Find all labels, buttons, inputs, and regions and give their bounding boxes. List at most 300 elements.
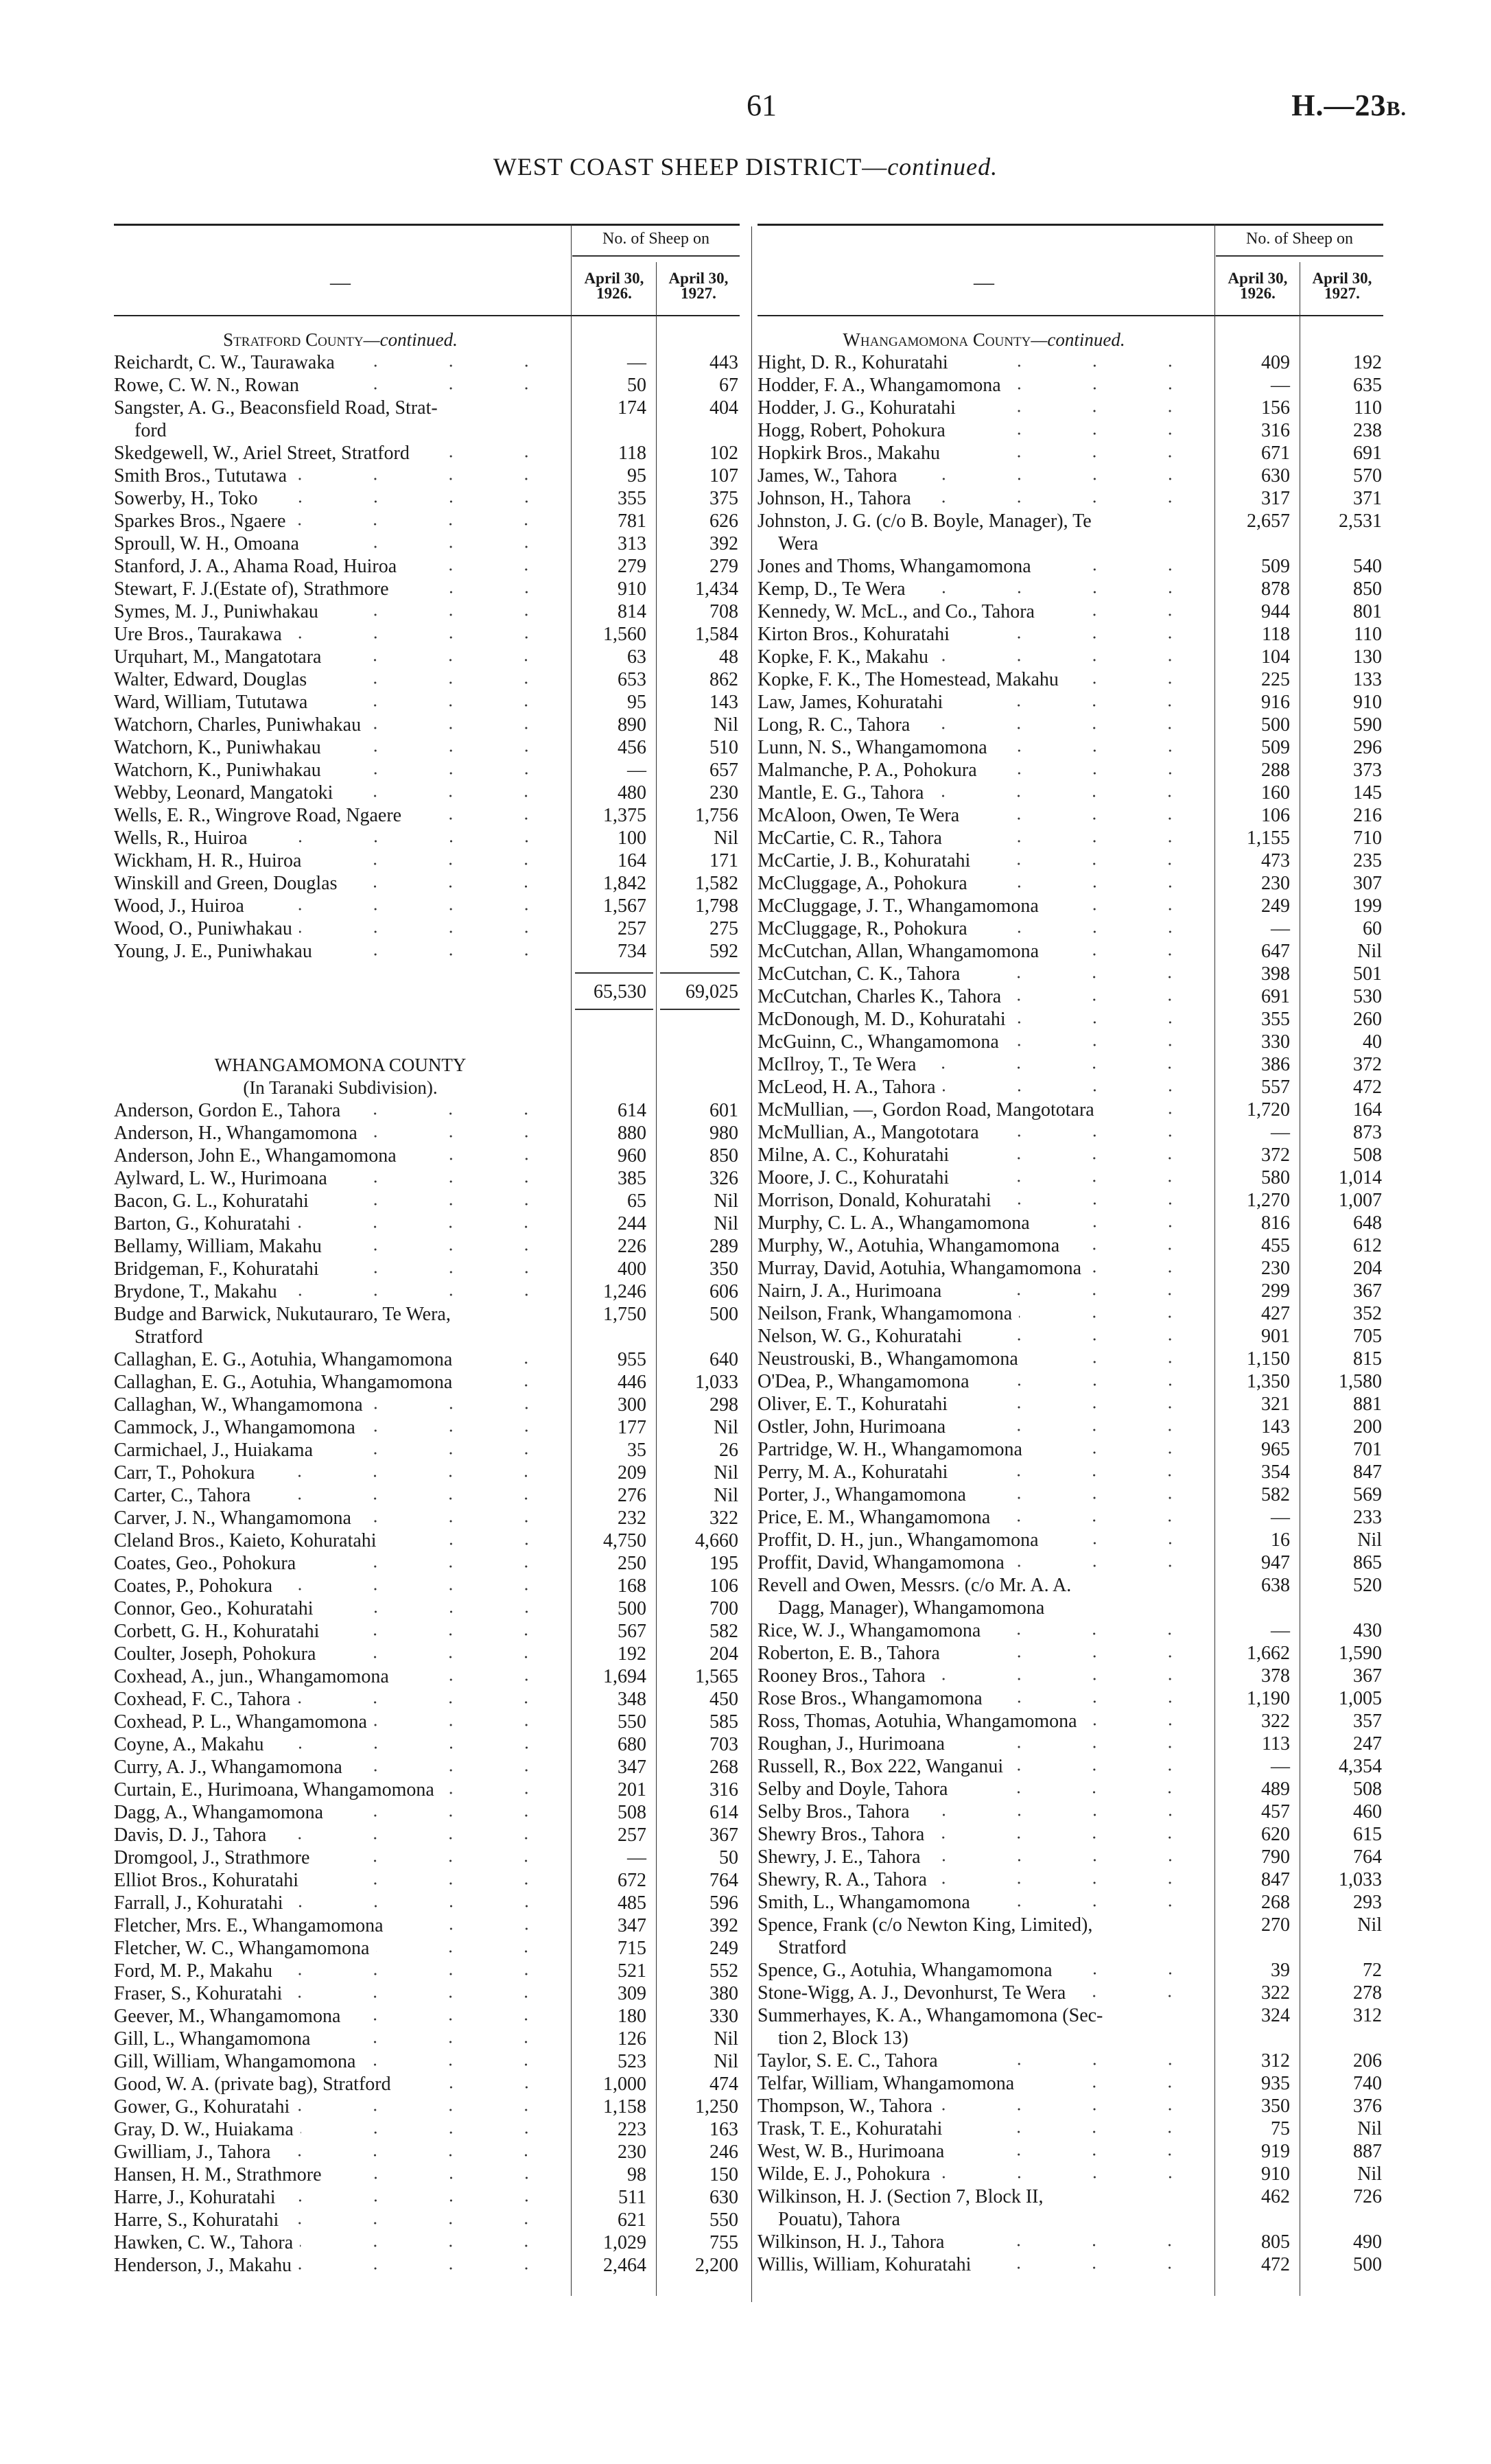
table-row xyxy=(758,895,1383,917)
owner-name-text: Wilkinson, H. J., Tahora xyxy=(758,2231,945,2253)
sheep-1927: Nil xyxy=(714,828,738,849)
owner-name xyxy=(114,1484,567,1507)
table-row xyxy=(114,1824,740,1846)
sheep-1927: 289 xyxy=(709,1236,738,1257)
sheep-1926: 1,662 xyxy=(1247,1643,1290,1664)
owner-name-text: Hawken, C. W., Tahora xyxy=(114,2232,294,2253)
owner-name-text: Neustrouski, B., Whangamomona xyxy=(758,1348,1018,1370)
owner-name-text: McCutchan, Charles K., Tahora xyxy=(758,986,1002,1007)
leader-dots xyxy=(251,905,564,912)
sheep-1927: 326 xyxy=(709,1168,738,1189)
title-main: WEST COAST SHEEP DISTRICT— xyxy=(493,153,888,180)
sheep-1926: 160 xyxy=(1261,782,1290,803)
sheep-1927: 233 xyxy=(1353,1507,1382,1528)
sheep-1927: 235 xyxy=(1353,850,1382,871)
sheep-1927: 430 xyxy=(1353,1620,1382,1641)
leader-dots xyxy=(955,362,1208,368)
table-row xyxy=(758,1076,1383,1099)
owner-name xyxy=(758,1053,1210,1076)
sheep-1926: 321 xyxy=(1261,1394,1290,1415)
owner-name-text: Spence, G., Aotuhia, Whangamomona xyxy=(758,1960,1053,1981)
owner-name-text: Kirton Bros., Kohuratahi xyxy=(758,624,950,645)
leader-dots xyxy=(305,1879,564,1886)
owner-name xyxy=(114,849,567,872)
sheep-1926: — xyxy=(1271,1507,1290,1528)
sheep-1927: 601 xyxy=(709,1100,738,1121)
leader-dots xyxy=(954,1788,1208,1795)
leader-dots xyxy=(976,1381,1208,1387)
owner-name-text: Henderson, J., Makahu xyxy=(114,2255,292,2276)
owner-name xyxy=(114,2118,567,2141)
table-row xyxy=(758,1099,1383,1121)
owner-name-text: Wilde, E. J., Pohokura xyxy=(758,2163,930,2185)
leader-dots xyxy=(1066,679,1208,685)
sheep-1927: 508 xyxy=(1353,1145,1382,1166)
leader-dots xyxy=(949,837,1208,844)
table-row xyxy=(758,827,1383,849)
table-row xyxy=(758,1008,1383,1031)
sheep-1927: 708 xyxy=(709,601,738,622)
table-row xyxy=(114,691,740,714)
owner-name-text: Smith Bros., Tututawa xyxy=(114,465,287,486)
table-row xyxy=(758,691,1383,714)
sheep-1926: 1,560 xyxy=(603,624,646,645)
owner-name xyxy=(758,2095,1210,2117)
owner-name-text: Hodder, F. A., Whangamomona xyxy=(758,375,1001,396)
leader-dots xyxy=(273,1834,564,1841)
sheep-1927: 764 xyxy=(1353,1846,1382,1868)
owner-name xyxy=(114,578,567,600)
table-row xyxy=(758,555,1383,578)
table-row xyxy=(758,1574,1383,1619)
sheep-1926: 75 xyxy=(1271,2118,1290,2139)
owner-name-text: Murphy, W., Aotuhia, Whangamomona xyxy=(758,1235,1060,1256)
table-row xyxy=(114,1529,740,1552)
owner-name xyxy=(758,1076,1210,1099)
sheep-1927: 585 xyxy=(709,1711,738,1733)
owner-name xyxy=(114,465,567,487)
sheep-1926: 257 xyxy=(618,1824,646,1846)
table-row xyxy=(758,1823,1383,1846)
table-row xyxy=(114,1688,740,1711)
sheep-1926: 180 xyxy=(618,2006,646,2027)
owner-name xyxy=(114,1733,567,1756)
owner-name xyxy=(758,1438,1210,1461)
owner-name-text: Coulter, Joseph, Pohokura xyxy=(114,1643,316,1665)
leader-dots xyxy=(974,882,1208,889)
table-row xyxy=(114,1846,740,1869)
table-row xyxy=(758,759,1383,782)
sheep-1926: 225 xyxy=(1261,669,1290,690)
sheep-1926: 354 xyxy=(1261,1462,1290,1483)
left-table xyxy=(114,224,740,2277)
owner-name xyxy=(758,1551,1210,1574)
owner-name xyxy=(114,1145,567,1167)
leader-dots xyxy=(459,1359,564,1365)
sheep-1927: 4,660 xyxy=(695,1530,738,1551)
sheep-1927: 293 xyxy=(1353,1892,1382,1913)
owner-name-text: Anderson, H., Whangamomona xyxy=(114,1123,357,1144)
table-row xyxy=(114,1756,740,1779)
sheep-1927: 204 xyxy=(1353,1258,1382,1279)
sheep-1927: 1,250 xyxy=(695,2096,738,2117)
owner-name xyxy=(114,2028,567,2050)
owner-name xyxy=(758,1982,1210,2004)
sheep-1927: 450 xyxy=(709,1689,738,1710)
leader-dots xyxy=(935,656,1208,663)
table-row xyxy=(758,1846,1383,1868)
owner-name-text: Dagg, A., Whangamomona xyxy=(114,1802,324,1823)
owner-name-text: Winskill and Green, Douglas xyxy=(114,873,338,894)
owner-name xyxy=(758,1755,1210,1778)
sheep-1926: 500 xyxy=(618,1598,646,1619)
sheep-1927: 330 xyxy=(709,2006,738,2027)
owner-name-text: Malmanche, P. A., Pohokura xyxy=(758,760,977,781)
owner-name xyxy=(758,555,1210,578)
leader-dots xyxy=(300,2242,564,2249)
sheep-1927: 1,580 xyxy=(1339,1371,1382,1392)
table-row xyxy=(758,1212,1383,1234)
table-row xyxy=(758,351,1383,374)
table-header xyxy=(114,224,740,316)
leader-dots xyxy=(368,724,564,731)
owner-name xyxy=(114,1869,567,1892)
table-row xyxy=(114,2163,740,2186)
sheep-1927: 703 xyxy=(709,1734,738,1755)
owner-name xyxy=(758,1914,1210,1959)
sheep-1926: 734 xyxy=(618,941,646,962)
table-row xyxy=(758,419,1383,442)
sheep-1927: 657 xyxy=(709,760,738,781)
table-row xyxy=(758,782,1383,804)
owner-name-text: Trask, T. E., Kohuratahi xyxy=(758,2118,943,2139)
sheep-1927: 550 xyxy=(709,2209,738,2231)
owner-name-text: Curtain, E., Hurimoana, Whangamomona xyxy=(114,1779,434,1800)
sheep-1926: 653 xyxy=(618,669,646,690)
owner-name xyxy=(114,1620,567,1643)
leader-dots xyxy=(330,1811,564,1818)
owner-name xyxy=(114,1190,567,1212)
leader-dots xyxy=(358,1517,564,1524)
owner-name xyxy=(758,2163,1210,2185)
sheep-1927: 1,756 xyxy=(695,805,738,826)
sheep-1926: 638 xyxy=(1261,1575,1290,1596)
sheep-1926: 201 xyxy=(618,1779,646,1800)
sheep-1926: 106 xyxy=(1261,805,1290,826)
table-row xyxy=(114,1416,740,1439)
leader-dots xyxy=(956,1177,1208,1184)
sheep-1927: 850 xyxy=(709,1145,738,1166)
owner-name xyxy=(758,419,1210,442)
leader-dots xyxy=(316,1200,564,1207)
table-row xyxy=(758,487,1383,510)
owner-name xyxy=(114,2073,567,2096)
column-header-1926: April 30, 1926. xyxy=(1228,270,1288,302)
sheep-1926: 65 xyxy=(627,1190,646,1212)
owner-name xyxy=(114,600,567,623)
sheep-1927: 1,033 xyxy=(695,1372,738,1393)
stratford-total-row xyxy=(114,981,740,1003)
leader-dots xyxy=(1008,996,1208,1002)
leader-dots xyxy=(284,1291,564,1298)
table-row xyxy=(114,1122,740,1145)
owner-name xyxy=(758,351,1210,374)
leader-dots xyxy=(403,1155,564,1162)
document-code-main: H.—23 xyxy=(1291,89,1387,122)
owner-name xyxy=(114,532,567,555)
owner-name xyxy=(114,895,567,917)
sheep-1927: 1,014 xyxy=(1339,1167,1382,1188)
sheep-1927: 701 xyxy=(1353,1439,1382,1460)
leader-dots xyxy=(1037,1222,1208,1229)
sheep-1927: 350 xyxy=(709,1258,738,1280)
owner-name-text: O'Dea, P., Whangamomona xyxy=(758,1371,970,1392)
owner-name xyxy=(114,1529,567,1552)
table-row xyxy=(758,1982,1383,2004)
table-row xyxy=(758,1733,1383,1755)
owner-name xyxy=(758,1891,1210,1914)
owner-name xyxy=(758,827,1210,849)
owner-name-text: Hopkirk Bros., Makahu xyxy=(758,443,940,464)
sheep-1926: 691 xyxy=(1261,986,1290,1007)
sheep-1927: 510 xyxy=(709,737,738,758)
sheep-1927: 67 xyxy=(719,375,738,396)
leader-dots xyxy=(977,860,1208,867)
leader-dots xyxy=(314,679,564,685)
table-row xyxy=(758,1348,1383,1370)
leader-dots xyxy=(349,1766,564,1773)
table-row xyxy=(114,668,740,691)
owner-name xyxy=(758,1868,1210,1891)
owner-name xyxy=(114,1462,567,1484)
owner-name xyxy=(114,442,567,465)
leader-dots xyxy=(951,2150,1208,2157)
owner-name xyxy=(758,872,1210,895)
sheep-1927: 614 xyxy=(709,1802,738,1823)
leader-dots xyxy=(1021,2082,1208,2089)
owner-name xyxy=(758,2004,1210,2050)
owner-name xyxy=(758,465,1210,487)
owner-name xyxy=(758,374,1210,397)
leader-dots xyxy=(974,928,1208,935)
leader-dots xyxy=(301,2128,564,2135)
leader-dots xyxy=(255,837,565,844)
table-row xyxy=(758,2117,1383,2140)
sheep-1926: 680 xyxy=(618,1734,646,1755)
sheep-1927: 26 xyxy=(719,1440,738,1461)
owner-name-text: Oliver, E. T., Kohuratahi xyxy=(758,1394,948,1415)
sheep-1926: 177 xyxy=(618,1417,646,1438)
table-row xyxy=(758,1053,1383,1076)
title-continued: continued. xyxy=(887,153,998,180)
owner-name xyxy=(114,2231,567,2254)
owner-name xyxy=(758,1121,1210,1144)
leader-dots xyxy=(956,633,1208,640)
sheep-1926: 901 xyxy=(1261,1326,1290,1347)
leader-dots xyxy=(977,1901,1208,1908)
table-row xyxy=(114,1552,740,1575)
leader-dots xyxy=(934,1879,1208,1886)
table-row xyxy=(114,374,740,397)
owner-name xyxy=(758,1348,1210,1370)
leader-dots xyxy=(1010,1765,1208,1772)
table-row xyxy=(114,351,740,374)
sheep-1926: 35 xyxy=(627,1440,646,1461)
leader-dots xyxy=(966,814,1208,821)
table-row xyxy=(114,623,740,646)
sheep-1927: 352 xyxy=(1353,1303,1382,1324)
sheep-1926: 386 xyxy=(1261,1054,1290,1075)
owner-name-text: Milne, A. C., Kohuratahi xyxy=(758,1145,950,1166)
sheep-1926: 521 xyxy=(618,1960,646,1982)
leader-dots xyxy=(930,792,1208,799)
sheep-1927: 268 xyxy=(709,1757,738,1778)
owner-name xyxy=(114,1801,567,1824)
continued-label: —continued. xyxy=(363,329,458,350)
sheep-1926: 1,158 xyxy=(603,2096,646,2117)
leader-dots xyxy=(334,1177,564,1184)
owner-name-text: Hansen, H. M., Strathmore xyxy=(114,2164,322,2185)
sheep-1927: 298 xyxy=(709,1394,738,1416)
owner-name xyxy=(758,510,1210,555)
table-row xyxy=(758,1551,1383,1574)
owner-name-text: Rooney Bros., Tahora xyxy=(758,1665,926,1687)
owner-name-text: Kemp, D., Te Wera xyxy=(758,578,906,600)
owner-name xyxy=(114,804,567,827)
owner-name-text: Hight, D. R., Kohuratahi xyxy=(758,352,948,373)
sheep-1927: Nil xyxy=(714,1190,738,1212)
owner-name-text: Murphy, C. L. A., Whangamomona xyxy=(758,1212,1030,1234)
column-divider xyxy=(751,226,752,2302)
sheep-1926: 279 xyxy=(618,556,646,577)
owner-name-text: Anderson, John E., Whangamomona xyxy=(114,1145,397,1166)
sheep-1927: 110 xyxy=(1354,397,1382,419)
leader-dots xyxy=(984,769,1208,776)
table-row xyxy=(758,1393,1383,1416)
owner-name-text: Brydone, T., Makahu xyxy=(114,1281,277,1302)
owner-name-text: McGuinn, C., Whangamomona xyxy=(758,1031,999,1053)
leader-dots xyxy=(928,1856,1208,1863)
leader-dots xyxy=(1046,950,1208,957)
sheep-1927: 322 xyxy=(709,1507,738,1529)
owner-name-text: Fletcher, W. C., Whangamomona xyxy=(114,1938,370,1959)
sheep-1927: 460 xyxy=(1353,1801,1382,1822)
sheep-1927: 279 xyxy=(709,556,738,577)
sheep-1927: 501 xyxy=(1353,963,1382,985)
leader-dots xyxy=(344,882,564,889)
sheep-1926: 1,000 xyxy=(603,2074,646,2095)
table-header xyxy=(758,224,1383,316)
table-row xyxy=(758,736,1383,759)
table-row xyxy=(114,465,740,487)
owner-name-text: Kennedy, W. McL., and Co., Tahora xyxy=(758,601,1035,622)
owner-name-text: Wickham, H. R., Huiroa xyxy=(114,850,302,871)
owner-name-text: Wells, E. R., Wingrove Road, Ngaere xyxy=(114,805,402,826)
owner-name-text: Carr, T., Pohokura xyxy=(114,1462,255,1483)
owner-name xyxy=(758,1302,1210,1325)
owner-name-text: McCluggage, R., Pohokura xyxy=(758,918,967,939)
sheep-1926: 350 xyxy=(1261,2096,1290,2117)
table-row xyxy=(758,1144,1383,1166)
leader-dots xyxy=(948,1290,1208,1297)
table-row xyxy=(758,2072,1383,2095)
document-code xyxy=(1269,88,1407,123)
leader-dots xyxy=(271,1744,564,1750)
table-row xyxy=(114,1869,740,1892)
owner-name-text: Smith, L., Whangamomona xyxy=(758,1892,970,1913)
sheep-1927: 1,582 xyxy=(695,873,738,894)
sheep-1927: 373 xyxy=(1353,760,1382,781)
owner-name-text: Dromgool, J., Strathmore xyxy=(114,1847,310,1868)
owner-name-text: Geever, M., Whangamomona xyxy=(114,2006,341,2027)
sheep-1926: 244 xyxy=(618,1213,646,1234)
table-row xyxy=(758,2163,1383,2185)
owner-name xyxy=(114,1711,567,1733)
sheep-1926: 1,190 xyxy=(1247,1688,1290,1709)
sheep-1926: 880 xyxy=(618,1123,646,1144)
table-row xyxy=(758,2185,1383,2231)
sheep-1927: 307 xyxy=(1353,873,1382,894)
table-row xyxy=(758,2253,1383,2276)
owner-name-text: Wilkinson, H. J. (Section 7, Block II, Pouatu), Tahora xyxy=(758,2186,1044,2230)
sheep-1926: 316 xyxy=(1261,420,1290,441)
owner-name-text: Sangster, A. G., Beaconsfield Road, Strat- ford xyxy=(114,397,438,441)
owner-name xyxy=(114,827,567,849)
table-row xyxy=(758,1461,1383,1483)
sheep-1927: 710 xyxy=(1353,828,1382,849)
leader-dots xyxy=(326,1268,564,1275)
leader-dots xyxy=(265,497,564,504)
owner-name xyxy=(758,1483,1210,1506)
leader-dots xyxy=(1042,611,1208,618)
sheep-1926: — xyxy=(1271,375,1290,396)
owner-name xyxy=(758,442,1210,465)
leader-dots xyxy=(340,792,564,799)
sheep-1926: 1,694 xyxy=(603,1666,646,1687)
sheep-1926: 309 xyxy=(618,1983,646,2004)
sheep-1927: 260 xyxy=(1353,1009,1382,1030)
sheep-1927: 50 xyxy=(719,1847,738,1868)
sheep-1927: 107 xyxy=(709,465,738,486)
owner-name-text: McCutchan, C. K., Tahora xyxy=(758,963,961,985)
leader-dots xyxy=(1072,1992,1208,1999)
sheep-1926: 312 xyxy=(1261,2050,1290,2072)
owner-name-text: Price, E. M., Whangamomona xyxy=(758,1507,991,1528)
sheep-1926: 143 xyxy=(1261,1416,1290,1438)
sheep-1926: 192 xyxy=(618,1643,646,1665)
sheep-1927: 72 xyxy=(1363,1960,1382,1981)
sheep-1926: 372 xyxy=(1261,1145,1290,1166)
owner-name-text: Johnston, J. G. (c/o B. Boyle, Manager), Te Wera xyxy=(758,511,1092,554)
leader-dots xyxy=(947,452,1208,459)
leader-dots xyxy=(932,1675,1208,1682)
sheep-1926: 226 xyxy=(618,1236,646,1257)
sheep-1926: 1,750 xyxy=(603,1304,646,1325)
owner-name-text: Moore, J. C., Kohuratahi xyxy=(758,1167,950,1188)
sheep-1927: 102 xyxy=(709,443,738,464)
leader-dots xyxy=(973,1494,1208,1501)
owner-name-text: Johnson, H., Tahora xyxy=(758,488,911,509)
sheep-1926: 557 xyxy=(1261,1077,1290,1098)
table-row xyxy=(114,1643,740,1665)
sheep-1926: 621 xyxy=(618,2209,646,2231)
owner-name xyxy=(758,2185,1210,2231)
sheep-1927: 249 xyxy=(709,1938,738,1959)
owner-name xyxy=(114,1552,567,1575)
sheep-1926: 630 xyxy=(1261,465,1290,486)
owner-name-text: Bacon, G. L., Kohuratahi xyxy=(114,1190,309,1212)
sheep-1927: 570 xyxy=(1353,465,1382,486)
